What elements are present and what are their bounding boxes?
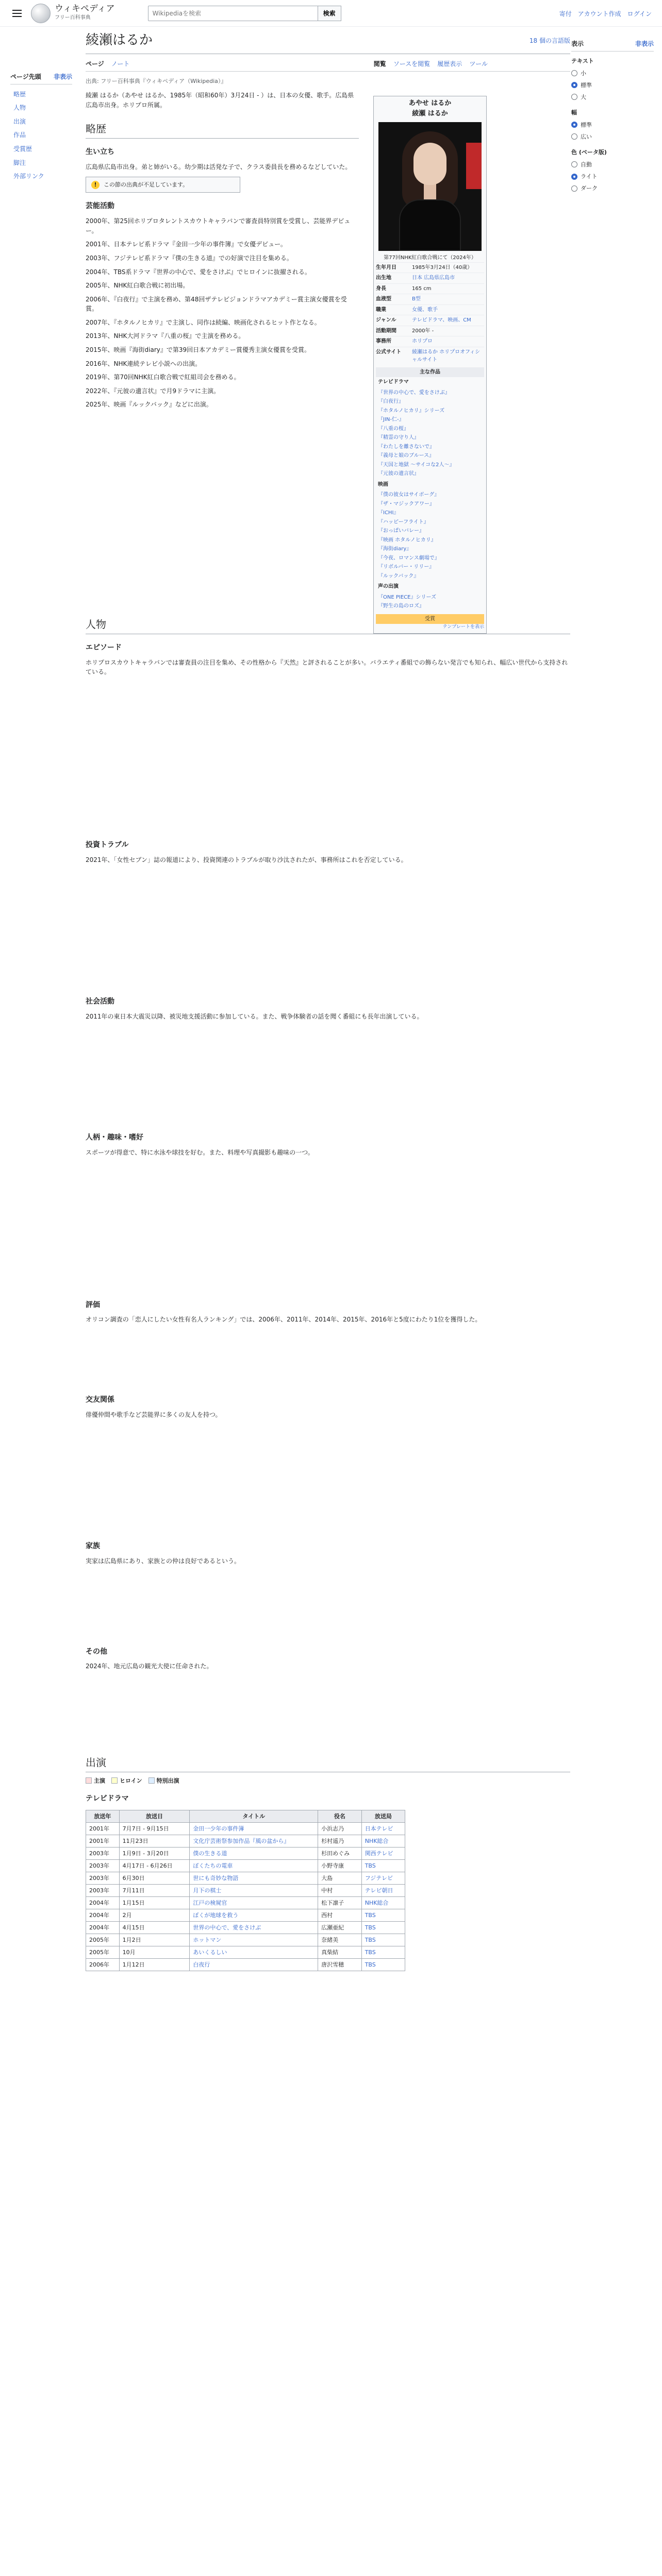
language-button[interactable]: 18 個の言語版 [529, 37, 570, 44]
appearance-panel [571, 39, 654, 194]
tab-page[interactable]: ページ [86, 60, 104, 68]
main-content [86, 30, 570, 1971]
list-item[interactable]: 『天国と地獄 〜サイコな2人〜』 [378, 462, 455, 468]
list-item[interactable]: 『海街diary』 [378, 546, 412, 552]
subsection-entertainment: 芸能活動 [86, 202, 114, 211]
radio-icon [571, 133, 577, 140]
paragraph: 2006年、『白夜行』で主演を務め、第48回ザテレビジョンドラマアカデミー賞主演女優賞を受賞。 [86, 295, 347, 313]
search-form [148, 6, 341, 21]
subsection-evaluation: 評価 [86, 1300, 100, 1309]
group-label: テキスト [571, 57, 594, 64]
table-legend [86, 1776, 570, 1785]
paragraph: 2011年の東日本大震災以降、被災地支援活動に参加している。また、戦争体験者の話を聞く番組にも長年出演している。 [86, 1012, 423, 1020]
legend-special: 特別出演 [148, 1776, 179, 1785]
tv-drama-table [86, 1810, 405, 1972]
tab-tools[interactable]: ツール [469, 60, 488, 68]
subsection-episodes: エピソード [86, 643, 122, 652]
paragraph: 実家は広島県にあり、家族との仲は良好であるという。 [86, 1557, 241, 1565]
table-row: 2001年 11月23日 文化庁芸術祭参加作品『風の盆から』 杉村遥乃 NHK総合 [86, 1835, 405, 1847]
table-row: 2005年 10月 あいくるしい 真柴結 TBS [86, 1946, 405, 1959]
lead-paragraph: 綾瀬 はるか（あやせ はるか、1985年（昭和60年）3月24日 - ）は、日本の女優、歌手。広島県広島市出身。ホリプロ所属。 [86, 91, 354, 109]
tab-read[interactable]: 閲覧 [373, 60, 386, 68]
site-header [0, 0, 662, 27]
paragraph: 2021年、「女性セブン」誌の報道により、投資関連のトラブルが取り沙汰されたが、事務所はこれを否定している。 [86, 856, 407, 863]
infobox-row: 生年月日 1985年3月24日（40歳） [376, 262, 484, 273]
list-item[interactable]: 『映画 ホタルノヒカリ』 [378, 537, 436, 543]
infobox-movie-list [376, 489, 484, 582]
radio-icon [571, 70, 577, 76]
table-row: 2003年 6月30日 世にも奇妙な物語 大島 フジテレビ [86, 1872, 405, 1884]
list-item[interactable]: 『JIN-仁-』 [378, 417, 404, 423]
appearance-title: 表示 [571, 40, 584, 47]
list-item[interactable]: 『今夜、ロマンス劇場で』 [378, 555, 440, 561]
infobox-row: 出生地 日本 広島県広島市 [376, 273, 484, 283]
list-item[interactable]: 『ICHI』 [378, 510, 399, 516]
radio-icon [571, 82, 577, 88]
infobox-voice-list [376, 592, 484, 612]
template-link[interactable]: テンプレートを表示 [442, 624, 484, 630]
subsection-hobbies: 人柄・趣味・嗜好 [86, 1133, 143, 1142]
legend-lead: 主演 [86, 1776, 105, 1785]
infobox-row: 職業 女優、歌手 [376, 304, 484, 315]
subsection-early-life: 生い立ち [86, 148, 114, 157]
color-group [571, 148, 654, 194]
infobox [373, 96, 487, 634]
section-appearance: 出演 [86, 1755, 570, 1772]
paragraph: 2013年、NHK大河ドラマ『八重の桜』で主演を務める。 [86, 332, 245, 340]
list-item[interactable]: 『わたしを離さないで』 [378, 444, 435, 450]
search-field[interactable] [148, 6, 318, 21]
list-item[interactable]: 『ハッピーフライト』 [378, 519, 429, 525]
paragraph: 2015年、映画『海街diary』で第39回日本アカデミー賞優秀主演女優賞を受賞。 [86, 346, 311, 354]
paragraph: 2024年、地元広島の観光大使に任命された。 [86, 1663, 213, 1670]
infobox-row: 事務所 ホリプロ [376, 336, 484, 347]
paragraph: 2019年、第70回NHK紅白歌合戦で紅組司会を務める。 [86, 374, 240, 381]
create-account-link[interactable]: アカウント作成 [577, 10, 621, 18]
source-line: 出典: フリー百科事典『ウィキペディア（Wikipedia）』 [86, 77, 227, 84]
subsection-family: 家族 [86, 1542, 100, 1551]
infobox-row: 血液型 B型 [376, 294, 484, 304]
login-link[interactable]: ログイン [627, 10, 652, 18]
radio-text-large[interactable]: 大 [571, 91, 654, 103]
paragraph: スポーツが得意で、特に水泳や球技を好む。また、料理や写真撮影も趣味の一つ。 [86, 1149, 314, 1157]
subsection-social: 社会活動 [86, 997, 114, 1006]
donate-link[interactable]: 寄付 [559, 10, 572, 18]
list-item[interactable]: 『僕の彼女はサイボーグ』 [378, 492, 440, 498]
col-date: 放送日 [119, 1810, 190, 1822]
list-item[interactable]: 『白夜行』 [378, 399, 404, 405]
main-menu-icon[interactable] [12, 10, 22, 17]
radio-color-auto[interactable]: 自動 [571, 159, 654, 171]
toc-item-external-links[interactable]: 外部リンク [13, 173, 44, 180]
text-size-group [571, 57, 654, 103]
infobox-row: 公式サイト 綾瀬はるか ホリプロオフィシャルサイト [376, 347, 484, 365]
list-item[interactable]: 『おっぱいバレー』 [378, 528, 424, 534]
table-row: 2004年 2月 ぼくが地球を救う 西村 TBS [86, 1909, 405, 1922]
logo-subtitle: フリー百科事典 [55, 15, 91, 21]
user-links [559, 9, 652, 19]
infobox-awards-header[interactable]: 受賞 [376, 614, 484, 624]
width-group [571, 108, 654, 143]
infobox-tv-list [376, 387, 484, 480]
list-item[interactable]: 『ルックバック』 [378, 573, 419, 579]
toc-item-notes[interactable]: 脚注 [13, 159, 26, 166]
toc-item-works[interactable]: 作品 [13, 131, 26, 139]
page-tabs [86, 59, 570, 72]
site-logo[interactable] [31, 4, 115, 23]
radio-text-small[interactable]: 小 [571, 67, 654, 79]
infobox-row: ジャンル テレビドラマ、映画、CM [376, 315, 484, 326]
table-row: 2005年 1月2日 ホットマン 奈緒美 TBS [86, 1934, 405, 1946]
infobox-voice-label: 声の出演 [378, 584, 399, 590]
notice-text: この節の出典が不足しています。 [104, 181, 189, 189]
paragraph: 2005年、NHK紅白歌合戦に初出場。 [86, 282, 189, 290]
infobox-row: 活動期間 2000年 - [376, 326, 484, 336]
portrait-photo[interactable] [378, 122, 482, 251]
paragraph: 2022年、『元彼の遺言状』で月9ドラマに主演。 [86, 387, 220, 395]
appearance-hide-button[interactable]: 非表示 [635, 40, 654, 47]
paragraph: オリコン調査の「恋人にしたい女性有名人ランキング」では、2006年、2011年、2014年、2015年、2016年と5度にわたり1位を獲得した。 [86, 1316, 482, 1324]
paragraph: 俳優仲間や歌手など芸能界に多くの友人を持つ。 [86, 1411, 222, 1418]
list-item[interactable]: 『ONE PIECE』シリーズ [378, 594, 436, 600]
infobox-tv-label: テレビドラマ [378, 379, 409, 385]
list-item[interactable]: 『野生の島のロズ』 [378, 603, 424, 609]
infobox-name: 綾瀬 はるか [412, 110, 448, 118]
toc-item-awards[interactable]: 受賞歴 [13, 145, 32, 152]
search-button[interactable]: 検索 [318, 6, 341, 21]
legend-heroine: ヒロイン [111, 1776, 142, 1785]
radio-icon [571, 185, 577, 192]
paragraph: ホリプロスカウトキャラバンでは審査員の注目を集め、その性格から『天然』と評されることが多い。バラエティ番組での飾らない発言でも知られ、幅広い世代から支持されている。 [86, 658, 568, 676]
paragraph: 2025年、映画『ルックバック』などに出演。 [86, 401, 212, 409]
list-item[interactable]: 『元彼の遺言状』 [378, 471, 419, 477]
table-row: 2004年 4月15日 世界の中心で、愛をさけぶ 広瀬亜紀 TBS [86, 1922, 405, 1934]
toc-item-person[interactable]: 人物 [13, 104, 26, 112]
toc-item-career[interactable]: 略歴 [13, 90, 26, 98]
radio-text-standard[interactable]: 標準 [571, 79, 654, 91]
table-row: 2006年 1月12日 白夜行 唐沢雪穂 TBS [86, 1959, 405, 1971]
toc-header [10, 72, 72, 84]
radio-icon [571, 161, 577, 167]
table-row: 2004年 1月15日 江戸の検屍官 松下凛子 NHK総合 [86, 1896, 405, 1909]
page-title-text: 綾瀬はるか [86, 32, 153, 48]
infobox-row: 身長 165 cm [376, 283, 484, 294]
section-person: 人物 [86, 617, 570, 634]
list-item[interactable]: 『八重の桜』 [378, 426, 409, 432]
citation-notice [86, 177, 240, 193]
radio-width-standard[interactable]: 標準 [571, 119, 654, 131]
subsection-other: その他 [86, 1647, 107, 1656]
col-network: 放送局 [361, 1810, 405, 1822]
subsection-investment: 投資トラブル [86, 840, 129, 849]
search-input[interactable] [153, 10, 318, 17]
list-item[interactable]: 『世界の中心で、愛をさけぶ』 [378, 389, 450, 396]
list-item[interactable]: 『ホタルノヒカリ』シリーズ [378, 408, 445, 414]
warning-icon: ! [91, 181, 100, 189]
list-item[interactable]: 『精霊の守り人』 [378, 435, 419, 441]
list-item[interactable]: 『義母と娘のブルース』 [378, 453, 435, 459]
toc-sidebar [10, 72, 72, 183]
group-label: 幅 [571, 109, 577, 116]
subsection-relations: 交友関係 [86, 1396, 114, 1404]
infobox-movie-label: 映画 [378, 481, 388, 487]
radio-icon [571, 94, 577, 100]
page-title [86, 30, 570, 54]
table-row: 2003年 4月17日 - 6月26日 ぼくたちの電車 小野寺康 TBS [86, 1859, 405, 1872]
radio-color-light[interactable]: ライト [571, 171, 654, 182]
table-row: 2001年 7月7日 - 9月15日 金田一少年の事件簿 小浜志乃 日本テレビ [86, 1822, 405, 1835]
wikipedia-globe-icon [31, 4, 51, 23]
paragraph: 2001年、日本テレビ系ドラマ『金田一少年の事件簿』で女優デビュー。 [86, 241, 287, 248]
section-career: 略歴 [86, 121, 359, 139]
paragraph: 2016年、NHK連続テレビ小説への出演。 [86, 360, 202, 367]
paragraph: 2000年、第25回ホリプロタレントスカウトキャラバンで審査員特別賞を受賞し、芸能界デビュー。 [86, 217, 351, 234]
toc-title[interactable]: ページ先頭 [10, 73, 41, 80]
paragraph: 2007年、『ホタルノヒカリ』で主演し、同作は続編、映画化されるヒット作となる。 [86, 318, 321, 326]
list-item[interactable]: 『リボルバー・リリー』 [378, 564, 435, 570]
radio-width-wide[interactable]: 広い [571, 131, 654, 143]
photo-caption: 第77回NHK紅白歌合戦にて（2024年） [384, 255, 476, 261]
paragraph: 2003年、フジテレビ系ドラマ『僕の生きる道』での好演で注目を集める。 [86, 254, 293, 262]
table-row: 2003年 1月9日 - 3月20日 僕の生きる道 杉田めぐみ 関西テレビ [86, 1847, 405, 1859]
infobox-kana: あやせ はるか [408, 99, 452, 107]
col-role: 役名 [318, 1810, 362, 1822]
infobox-works-header: 主な作品 [376, 367, 484, 378]
tab-view-source[interactable]: ソースを閲覧 [393, 60, 431, 68]
paragraph: 広島県広島市出身。弟と姉がいる。幼少期は活発な子で、クラス委員長を務めるなどしていた。 [86, 163, 352, 171]
logo-title: ウィキペディア [55, 4, 115, 14]
paragraph: 2004年、TBS系ドラマ『世界の中心で、愛をさけぶ』でヒロインに抜擢される。 [86, 268, 311, 276]
radio-icon [571, 122, 577, 128]
subsection-tv-drama: テレビドラマ [86, 1794, 129, 1803]
group-label: 色 (ベータ版) [571, 148, 607, 156]
tab-history[interactable]: 履歴表示 [437, 60, 462, 68]
tab-talk[interactable]: ノート [111, 60, 130, 68]
col-title: タイトル [190, 1810, 318, 1822]
toc-hide-button[interactable]: 非表示 [53, 73, 72, 80]
appearance-header [571, 39, 654, 52]
toc-item-appearance[interactable]: 出演 [13, 117, 26, 125]
table-row: 2003年 7月11日 月下の棋士 中村 テレビ朝日 [86, 1884, 405, 1896]
col-year: 放送年 [86, 1810, 120, 1822]
radio-color-dark[interactable]: ダーク [571, 182, 654, 194]
radio-icon [571, 174, 577, 180]
list-item[interactable]: 『ザ・マジックアワー』 [378, 501, 435, 507]
